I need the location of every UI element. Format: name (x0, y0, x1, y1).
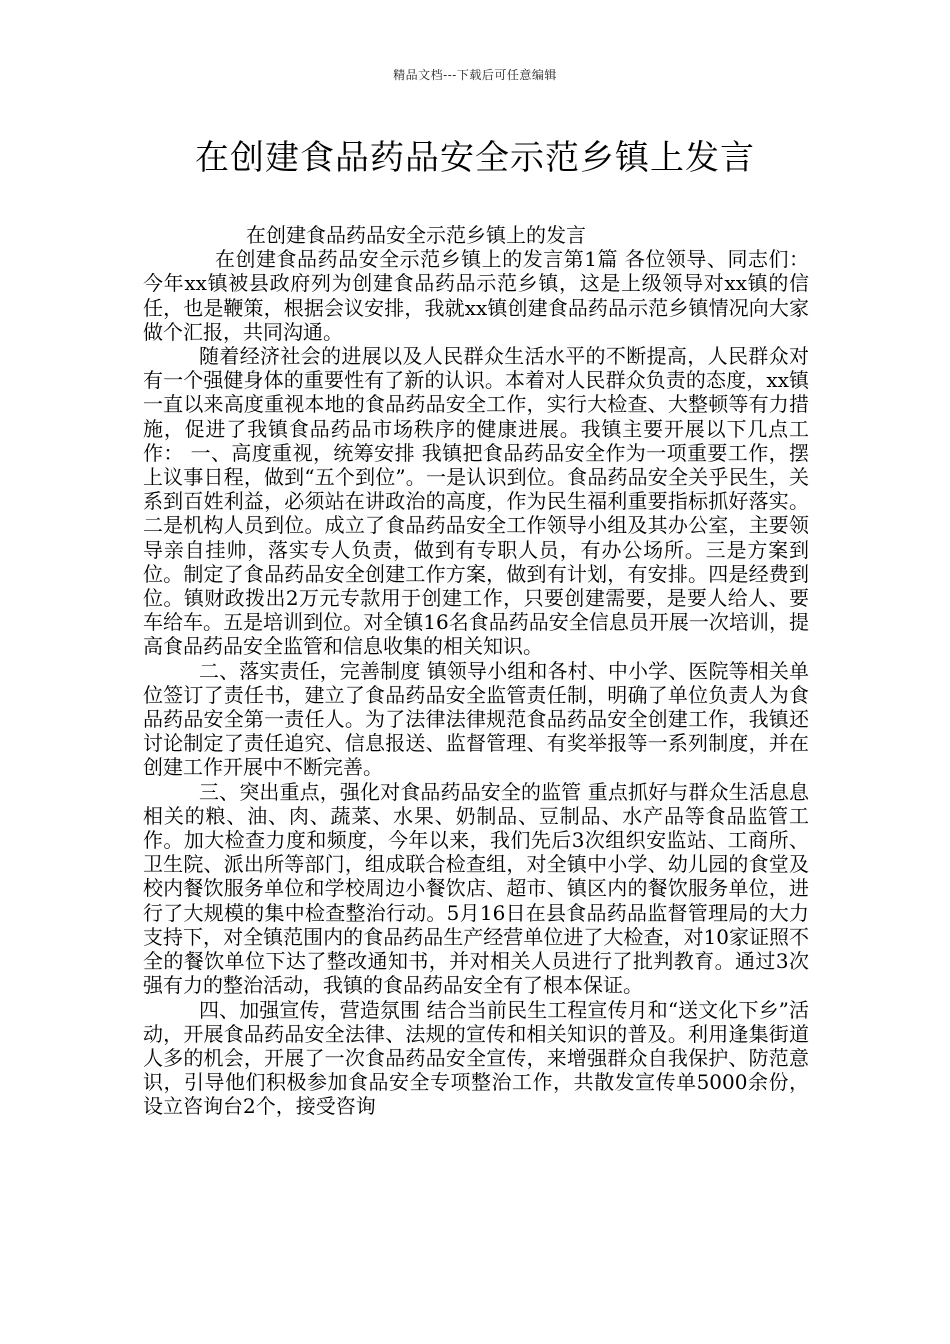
paragraph-3: 二、落实责任，完善制度 镇领导小组和各村、中小学、医院等相关单位签订了责任书，建立了食品药品安全监管责任制，明确了单位负责人为食品药品安全第一责任人。为了法律法律规范食品药品安全创建工作，我镇还讨论制定了责任追究、信息报送、监督管理、有奖举报等一系列制度，并在创建工作开展中不断完善。 (143, 658, 809, 780)
document-title: 在创建食品药品安全示范乡镇上发言 (195, 138, 755, 178)
paragraph-2: 随着经济社会的进展以及人民群众生活水平的不断提高，人民群众对有一个强健身体的重要性有了新的认识。本着对人民群众负责的态度，xx镇一直以来高度重视本地的食品药品安全工作，实行大检查、大整顿等有力措施，促进了我镇食品药品市场秩序的健康进展。我镇主要开展以下几点工作： 一、高度重视，统筹安排 我镇把食品药品安全作为一项重要工作，摆上议事日程，做到“五个到位”。一是认识到位。食品药品安全关乎民生，关系到百姓利益，必须站在讲政治的高度，作为民生福利重要指标抓好落实。二是机构人员到位。成立了食品药品安全工作领导小组及其办公室，主要领导亲自挂帅，落实专人负责，做到有专职人员，有办公场所。三是方案到位。制定了食品药品安全创建工作方案，做到有计划，有安排。四是经费到位。镇财政拨出2万元专款用于创建工作，只要创建需要，是要人给人、要车给车。五是培训到位。对全镇16名食品药品安全信息员开展一次培训，提高食品药品安全监管和信息收集的相关知识。 (143, 344, 809, 659)
document-subtitle: 在创建食品药品安全示范乡镇上的发言 (246, 223, 586, 247)
document-body (143, 223, 809, 1119)
paragraph-4: 三、突出重点，强化对食品药品安全的监管 重点抓好与群众生活息息相关的粮、油、肉、蔬菜、水果、奶制品、豆制品、水产品等食品监管工作。加大检查力度和频度，今年以来，我们先后3次组织安监站、工商所、卫生院、派出所等部门，组成联合检查组，对全镇中小学、幼儿园的食堂及校内餐饮服务单位和学校周边小餐饮店、超市、镇区内的餐饮服务单位，进行了大规模的集中检查整治行动。5月16日在县食品药品监督管理局的大力支持下，对全镇范围内的食品药品生产经营单位进了大检查，对10家证照不全的餐饮单位下达了整改通知书，并对相关人员进行了批判教育。通过3次强有力的整治活动，我镇的食品药品安全有了根本保证。 (143, 779, 809, 998)
page-header: 精品文档---下载后可任意编辑 (393, 68, 557, 82)
paragraph-1: 在创建食品药品安全示范乡镇上的发言第1篇 各位领导、同志们： 今年xx镇被县政府列为创建食品药品示范乡镇，这是上级领导对xx镇的信任，也是鞭策，根据会议安排，我就xx镇创建食品药品示范乡镇情况向大家做个汇报，共同沟通。 (143, 247, 809, 344)
paragraph-5: 四、加强宣传，营造氛围 结合当前民生工程宣传月和“送文化下乡”活动，开展食品药品安全法律、法规的宣传和相关知识的普及。利用逢集街道人多的机会，开展了一次食品药品安全宣传，来增强群众自我保护、防范意识，引导他们积极参加食品安全专项整治工作，共散发宣传单5000余份，设立咨询台2个，接受咨询 (143, 997, 809, 1119)
